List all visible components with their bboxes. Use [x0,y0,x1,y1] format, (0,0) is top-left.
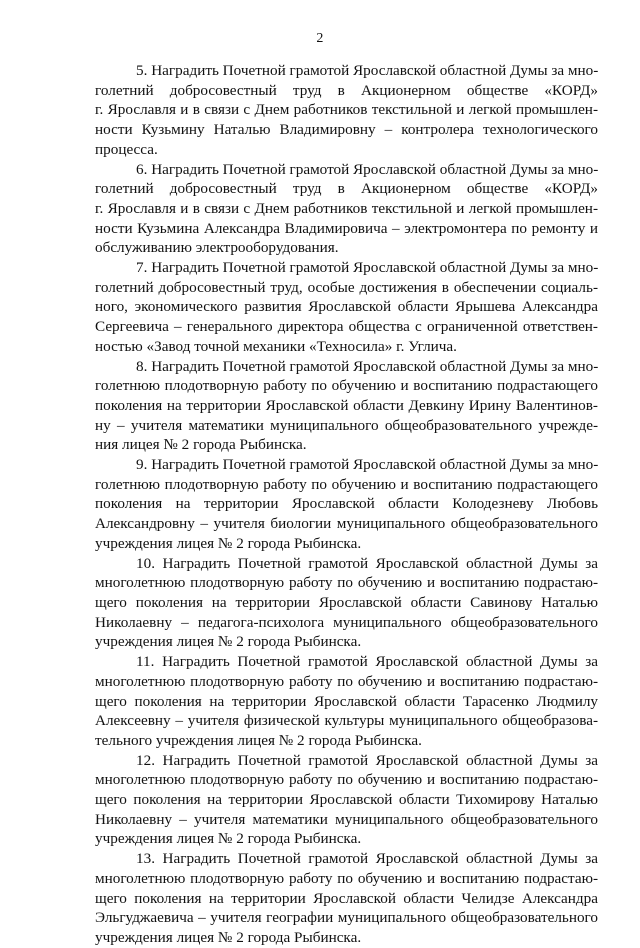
paragraph-12-number: 12. [136,751,155,769]
paragraph-13-line-4: Эльгуджаевича – учителя географии муниципального общеобразовательного [95,909,598,927]
paragraph-13 [95,849,598,948]
paragraph-11-line-1: 11. Наградить Почетной грамотой Ярославской областной Думы за [136,653,598,671]
paragraph-8 [95,357,598,456]
paragraph-7-line-3: ного, экономического развития Ярославской области Ярышева Александра [95,298,598,316]
paragraph-6-line-4: ности Кузьмина Александра Владимировича – электромонтера по ремонту и [95,219,598,237]
paragraph-9-line-1: 9. Наградить Почетной грамотой Ярославской областной Думы за мно- [136,456,599,474]
paragraph-11-number: 11. [136,653,155,671]
paragraph-9-number: 9. [136,456,148,474]
paragraph-10 [95,554,598,653]
paragraph-12-line-2: многолетнюю плодотворную работу по обучению и воспитанию подрастаю- [95,771,598,789]
paragraph-8-line-2: голетнюю плодотворную работу по обучению и воспитанию подрастающего [95,377,598,395]
paragraph-5 [95,61,598,160]
paragraph-5-line-2: голетний добросовестный труд в Акционерном обществе «КОРД» [95,81,598,99]
paragraph-12-line-1: 12. Наградить Почетной грамотой Ярославской областной Думы за [136,751,598,769]
paragraph-11-line-4: Алексеевну – учителя физической культуры муниципального общеобразова- [95,712,598,730]
paragraph-9 [95,455,598,554]
paragraph-8-line-5: ния лицея № 2 города Рыбинска. [95,436,307,454]
paragraph-11-line-2: многолетнюю плодотворную работу по обучению и воспитанию подрастаю- [95,672,598,690]
paragraph-10-line-5: учреждения лицея № 2 города Рыбинска. [95,633,362,651]
paragraph-6-number: 6. [136,160,148,178]
paragraph-10-line-1: 10. Наградить Почетной грамотой Ярославской областной Думы за [136,554,598,572]
paragraph-8-line-1: 8. Наградить Почетной грамотой Ярославской областной Думы за мно- [136,357,599,375]
paragraph-8-line-3: поколения на территории Ярославской области Девкину Ирину Валентинов- [95,396,598,414]
paragraph-11-line-3: щего поколения на территории Ярославской области Тарасенко Людмилу [95,692,598,710]
page-number: 2 [316,31,324,46]
paragraph-8-line-4: ну – учителя математики муниципального общеобразовательного учрежде- [95,416,598,434]
paragraph-12-line-4: Николаевну – учителя математики муниципального общеобразовательного [95,810,598,828]
paragraph-7-line-5: ностью «Завод точной механики «Техносила» г. Углича. [95,337,457,355]
paragraph-7 [95,258,598,357]
paragraph-5-line-5: процесса. [95,140,158,158]
paragraph-7-line-1: 7. Наградить Почетной грамотой Ярославской областной Думы за мно- [136,259,599,277]
paragraph-6 [95,160,598,259]
paragraph-13-line-5: учреждения лицея № 2 города Рыбинска. [95,928,362,946]
paragraph-13-number: 13. [136,850,155,868]
paragraph-6-line-2: голетний добросовестный труд в Акционерном обществе «КОРД» [95,180,598,198]
document-body [95,61,598,948]
paragraph-13-line-1: 13. Наградить Почетной грамотой Ярославской областной Думы за [136,850,598,868]
paragraph-12 [95,751,598,850]
paragraph-10-line-4: Николаевну – педагога-психолога муниципального общеобразовательного [95,613,598,631]
paragraph-9-line-2: голетнюю плодотворную работу по обучению и воспитанию подрастающего [95,475,598,493]
paragraph-6-line-1: 6. Наградить Почетной грамотой Ярославской областной Думы за мно- [136,160,599,178]
paragraph-5-line-4: ности Кузьмину Наталью Владимировну – контролера технологического [95,121,598,139]
paragraph-5-number: 5. [136,62,148,79]
paragraph-9-line-5: учреждения лицея № 2 города Рыбинска. [95,534,362,552]
paragraph-11-line-5: тельного учреждения лицея № 2 города Рыбинска. [95,731,422,749]
paragraph-12-line-5: учреждения лицея № 2 города Рыбинска. [95,830,362,848]
paragraph-13-line-3: щего поколения на территории Ярославской области Челидзе Александра [95,889,598,907]
paragraph-8-number: 8. [136,357,148,375]
paragraph-7-line-2: голетний добросовестный труд, особые достижения в обеспечении социаль- [95,278,598,296]
paragraph-11 [95,652,598,751]
paragraph-10-number: 10. [136,554,155,572]
paragraph-10-line-3: щего поколения на территории Ярославской области Савинову Наталью [95,593,598,611]
paragraph-6-line-3: г. Ярославля и в связи с Днем работников текстильной и легкой промышлен- [95,199,598,217]
paragraph-12-line-3: щего поколения на территории Ярославской области Тихомирову Наталью [95,791,598,809]
paragraph-7-number: 7. [136,259,148,277]
paragraph-10-line-2: многолетнюю плодотворную работу по обучению и воспитанию подрастаю- [95,574,598,592]
paragraph-9-line-4: Александровну – учителя биологии муниципального общеобразовательного [95,515,598,533]
paragraph-7-line-4: Сергеевича – генерального директора общества с ограниченной ответствен- [95,318,598,336]
paragraph-13-line-2: многолетнюю плодотворную работу по обучению и воспитанию подрастаю- [95,869,598,887]
paragraph-9-line-3: поколения на территории Ярославской области Колодезневу Любовь [95,495,598,513]
paragraph-5-line-1: 5. Наградить Почетной грамотой Ярославской областной Думы за мно- [136,62,599,79]
paragraph-5-line-3: г. Ярославля и в связи с Днем работников текстильной и легкой промышлен- [95,101,598,119]
paragraph-6-line-5: обслуживанию электрооборудования. [95,239,339,257]
